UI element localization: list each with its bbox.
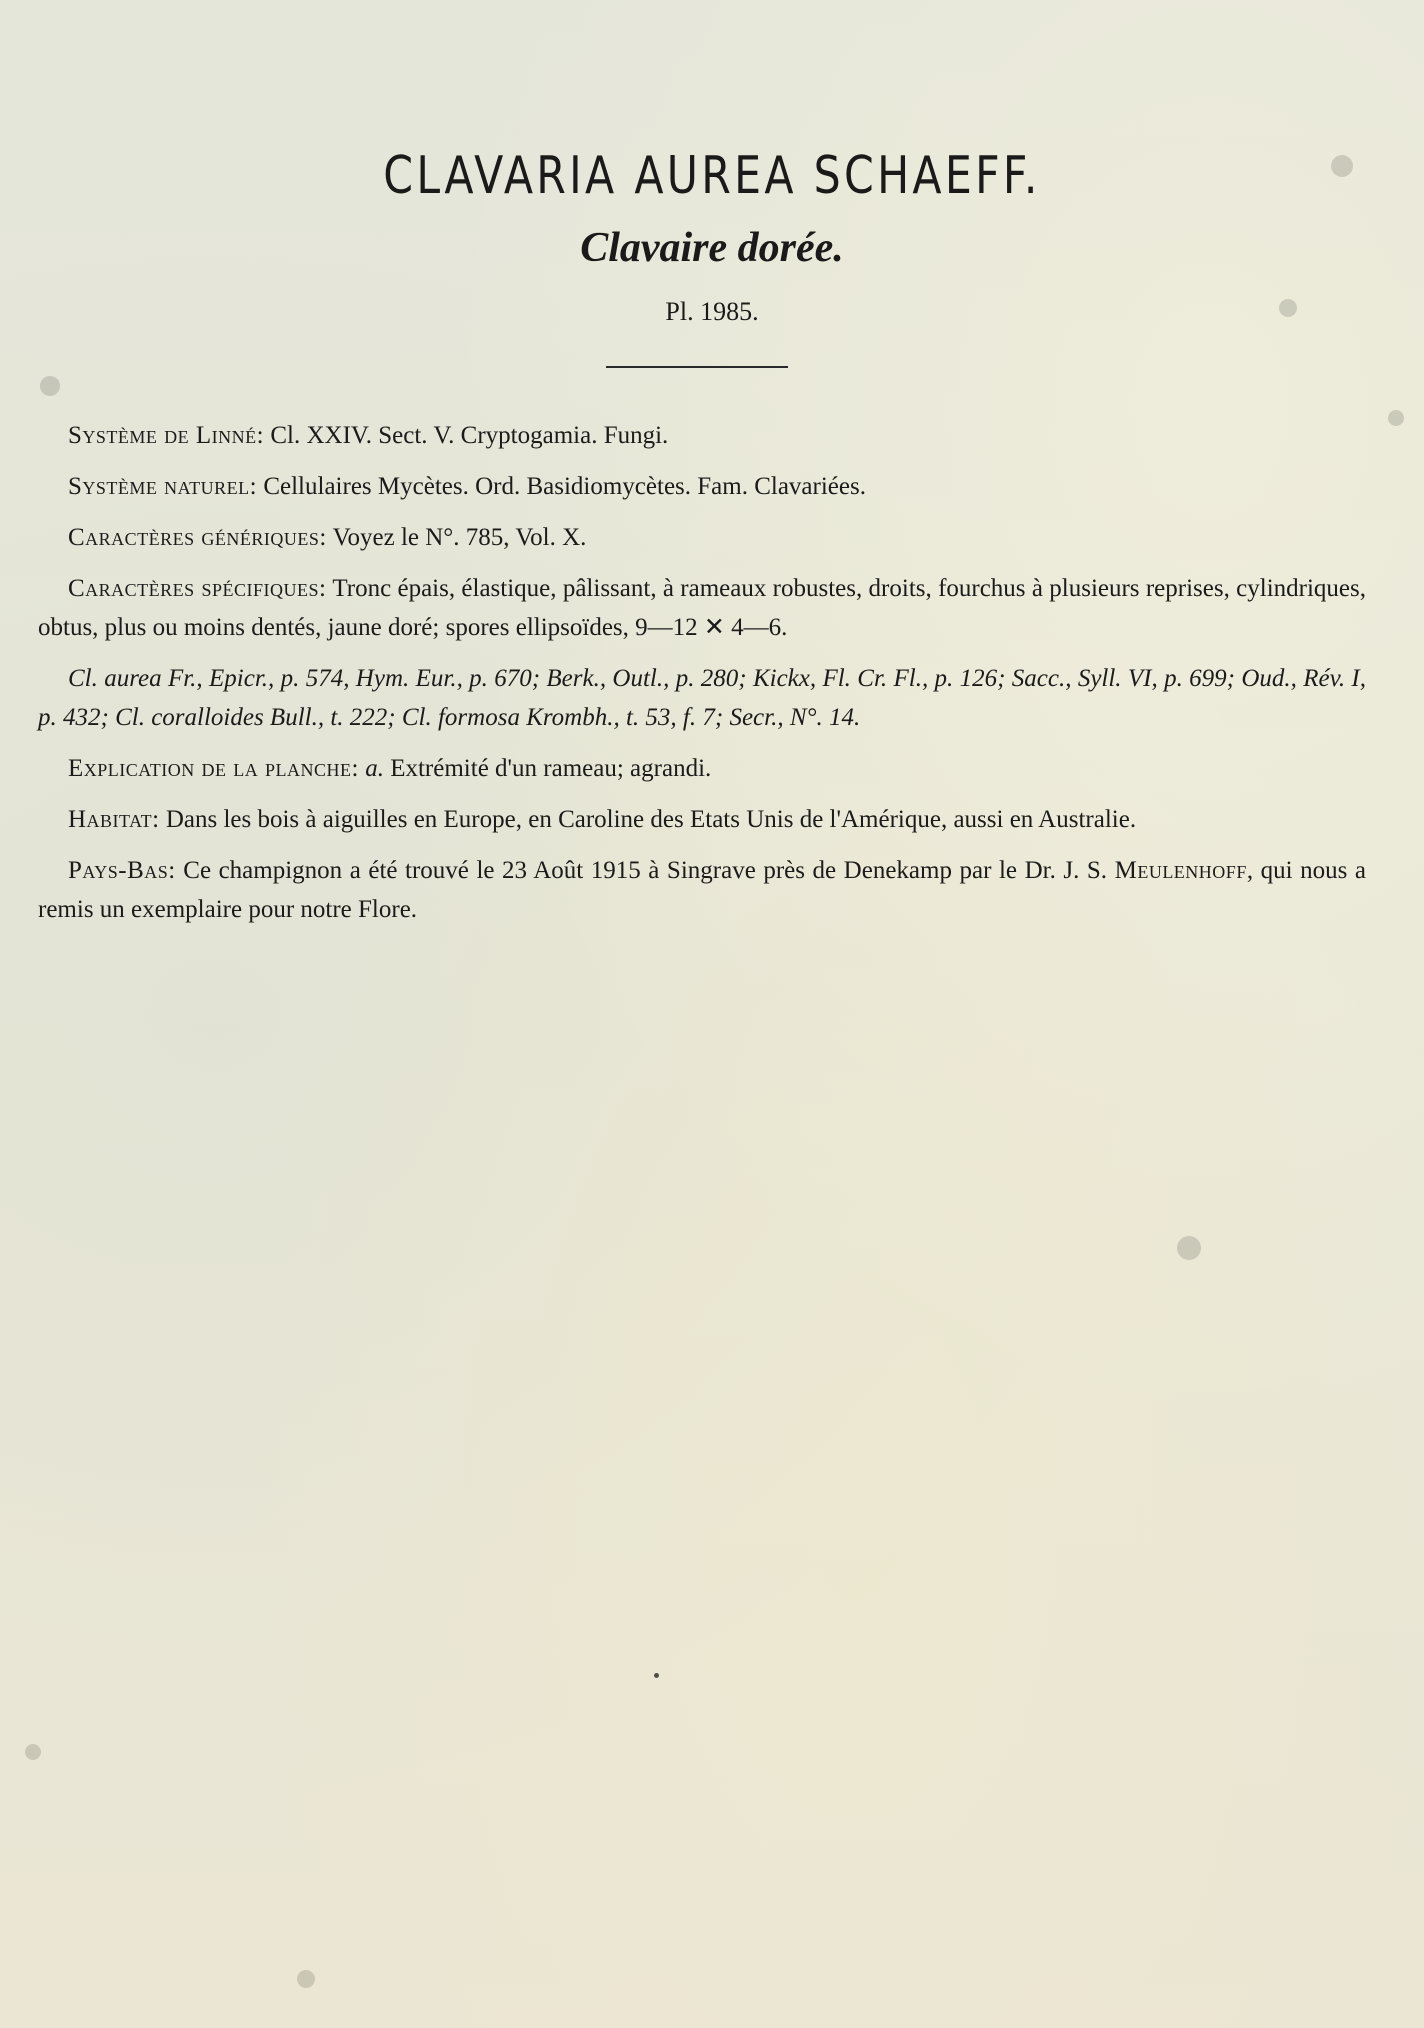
specifiques-text: Tronc épais, élastique, pâlissant, à rameaux robustes, droits, fourchus à plusieurs reprises, cylindriques, obtus, plus ou moins dentés, jaune doré; spores ellipsoïdes, 9—12 ✕ 4—6. xyxy=(38,575,1366,641)
generiques-paragraph xyxy=(38,518,1366,557)
habitat-text: Dans les bois à aiguilles en Europe, en Caroline des Etats Unis de l'Amérique, aussi en Australie. xyxy=(159,806,1137,833)
naturel-label: Système naturel: xyxy=(68,473,258,500)
pays-bas-text-after: , qui nous a remis un exemplaire pour notre Flore. xyxy=(38,857,1366,923)
plate-number: Pl. 1985. xyxy=(665,297,759,326)
common-name: Clavaire dorée. xyxy=(580,225,844,271)
species-title: CLAVARIA AUREA SCHAEFF. xyxy=(383,146,1041,206)
linne-text: Cl. XXIV. Sect. V. Cryptogamia. Fungi. xyxy=(264,422,669,449)
linne-paragraph xyxy=(38,416,1366,455)
generiques-label: Caractères génériques: xyxy=(68,524,327,551)
specifiques-label: Caractères spécifiques: xyxy=(68,575,327,602)
generiques-text: Voyez le N°. 785, Vol. X. xyxy=(326,524,587,551)
pays-bas-text-before: Ce champignon a été trouvé le 23 Août 1915 à Singrave près de Denekamp par le Dr. J. S. xyxy=(175,857,1115,884)
habitat-paragraph xyxy=(38,800,1366,839)
naturel-text: Cellulaires Mycètes. Ord. Basidiomycètes. Fam. Clavariées. xyxy=(257,473,866,500)
collector-name: Meulenhoff xyxy=(1114,857,1247,884)
references-paragraph: Cl. aurea Fr., Epicr., p. 574, Hym. Eur., p. 670; Berk., Outl., p. 280; Kickx, Fl. Cr. Fl., p. 126; Sacc., Syll. VI, p. 699; Oud., Rév. I, p. 432; Cl. coralloides Bull., t. 222; Cl. formosa Krombh., t. 53, f. 7; Secr., N°. 14. xyxy=(38,665,1366,731)
naturel-paragraph xyxy=(38,467,1366,506)
explication-letter: a. xyxy=(365,755,384,782)
title-divider xyxy=(606,366,788,368)
pays-bas-label: Pays-Bas: xyxy=(68,857,176,884)
explication-label: Explication de la planche: xyxy=(68,755,359,782)
explication-text: Extrémité d'un rameau; agrandi. xyxy=(383,755,712,782)
linne-label: Système de Linné: xyxy=(68,422,265,449)
specifiques-paragraph xyxy=(38,569,1366,647)
explication-paragraph xyxy=(38,749,1366,788)
pays-bas-paragraph xyxy=(38,851,1366,929)
description-body xyxy=(38,416,1366,941)
habitat-label: Habitat: xyxy=(68,806,160,833)
